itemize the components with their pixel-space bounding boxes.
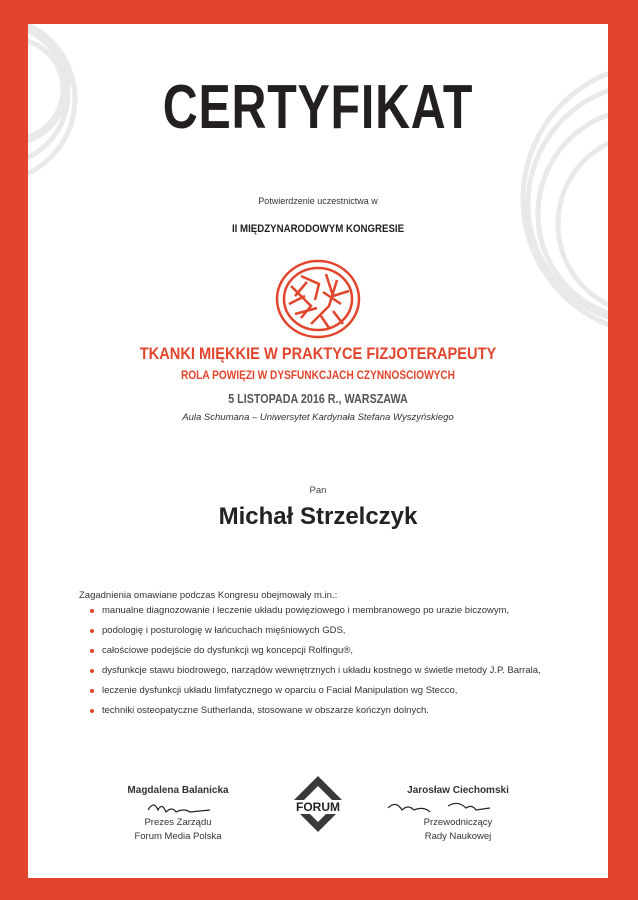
signer-role: Przewodniczący [423,817,493,828]
bullet-icon [90,629,94,633]
certificate-title: CERTYFIKAT [162,73,474,142]
congress-subtopic: ROLA POWIĘZI W DYSFUNKCJACH CZYNNOŚCIOWYCH [180,370,455,382]
signer-company: Forum Media Polska [134,831,222,842]
congress-name: II MIĘDZYNARODOWYM KONGRESIE [231,223,405,235]
congress-logo-icon [271,256,365,342]
topics-intro: Zagadnienia omawiane podczas Kongresu obejmowały m.in.: [79,590,338,601]
forum-logo-text: FORUM [296,800,340,814]
topic-text: manualne diagnozowanie i leczenie układu powięziowego i membranowego po urazie biczowym, [102,605,510,616]
participation-intro: Potwierdzenie uczestnictwa w [258,196,378,206]
bullet-icon [90,709,94,713]
topic-text: całościowe podejście do dysfunkcji wg koncepcji Rolfingu®, [102,645,353,656]
congress-venue: Aula Schumana – Uniwersytet Kardynała Stefana Wyszyńskiego [182,412,454,423]
salutation: Pan [309,485,327,496]
recipient-name: Michał Strzelczyk [218,503,418,530]
list-item [88,704,558,718]
signer-name: Jarosław Ciechomski [407,785,509,796]
topic-text: podologię i posturologię w łańcuchach mięśniowych GDS, [102,625,346,636]
topic-text: leczenie dysfunkcji układu limfatycznego w oparciu o Facial Manipulation wg Stecco, [102,685,458,696]
signer-company: Rady Naukowej [424,831,492,842]
list-item [88,664,558,678]
bullet-icon [90,669,94,673]
topic-text: dysfunkcje stawu biodrowego, narządów wewnętrznych i układu kostnego w świetle metody J.P. Barrala, [102,665,541,676]
bullet-icon [90,689,94,693]
signer-role: Prezes Zarządu [144,817,212,828]
signer-name: Magdalena Balanicka [127,785,229,796]
congress-topic: TKANKI MIĘKKIE W PRAKTYCE FIZJOTERAPEUTY [139,344,497,363]
signature-right [368,784,548,844]
handwritten-signature-icon [88,798,268,816]
bullet-icon [90,649,94,653]
signature-left [88,784,268,844]
topic-text: techniki osteopatyczne Sutherlanda, stosowane w obszarze kończyn dolnych. [102,705,429,716]
congress-date: 5 LISTOPADA 2016 R., WARSZAWA [228,392,408,406]
certificate-sheet [28,24,608,878]
list-item [88,644,558,658]
forum-logo-icon [290,776,346,842]
list-item [88,684,558,698]
bullet-icon [90,609,94,613]
handwritten-signature-icon [368,798,548,816]
list-item [88,604,558,618]
list-item [88,624,558,638]
topics-list [88,604,558,724]
